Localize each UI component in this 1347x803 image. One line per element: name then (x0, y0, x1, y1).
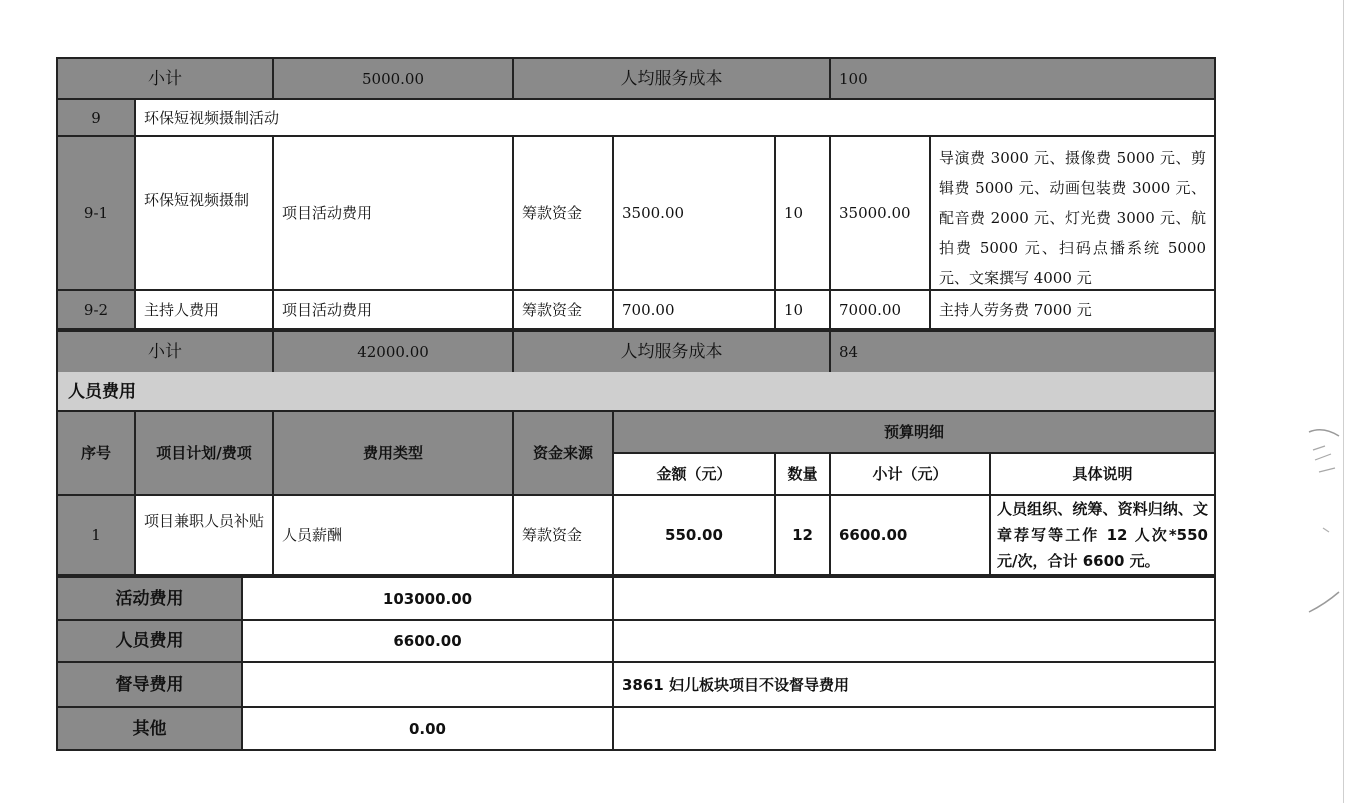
summary-label-other: 其他 (56, 706, 243, 751)
personnel-section-title: 人员费用 (56, 372, 1216, 412)
table-row-subtotal: 7000.00 (829, 289, 931, 330)
section-title: 环保短视频摄制活动 (134, 98, 1216, 137)
table-row-source: 筹款资金 (512, 494, 614, 576)
prev-subtotal-amount: 5000.00 (272, 57, 514, 100)
table-row-desc: 主持人劳务费 7000 元 (929, 289, 1216, 330)
prev-per-capita-label: 人均服务成本 (512, 57, 831, 100)
table-row-subtotal: 35000.00 (829, 135, 931, 291)
summary-label-supervision: 督导费用 (56, 661, 243, 708)
header-amount: 金额（元） (612, 452, 776, 496)
table-row-type: 项目活动费用 (272, 135, 514, 291)
summary-note-activity (612, 576, 1216, 621)
header-qty: 数量 (774, 452, 831, 496)
header-type: 费用类型 (272, 410, 514, 496)
summary-note-other (612, 706, 1216, 751)
summary-value-personnel: 6600.00 (241, 619, 614, 663)
table-row-amount: 550.00 (612, 494, 776, 576)
stamp-mark (1305, 420, 1345, 620)
prev-subtotal-label: 小计 (56, 57, 274, 100)
section-number: 9 (56, 98, 136, 137)
header-no: 序号 (56, 410, 136, 496)
header-desc: 具体说明 (989, 452, 1216, 496)
header-subtotal: 小计（元） (829, 452, 991, 496)
prev-per-capita-value: 100 (829, 57, 1216, 100)
per-capita-value: 84 (829, 330, 1216, 374)
summary-value-supervision (241, 661, 614, 708)
table-row-qty: 10 (774, 289, 831, 330)
table-row-price: 700.00 (612, 289, 776, 330)
summary-note-supervision: 3861 妇儿板块项目不设督导费用 (612, 661, 1216, 708)
table-row-item: 环保短视频摄制 (134, 135, 274, 291)
table-row-qty: 10 (774, 135, 831, 291)
summary-label-activity: 活动费用 (56, 576, 243, 621)
summary-value-other: 0.00 (241, 706, 614, 751)
page-edge (1343, 0, 1344, 803)
subtotal-label: 小计 (56, 330, 274, 374)
summary-value-activity: 103000.00 (241, 576, 614, 621)
table-row-type: 人员薪酬 (272, 494, 514, 576)
table-row-subtotal: 6600.00 (829, 494, 991, 576)
table-row-desc: 导演费 3000 元、摄像费 5000 元、剪辑费 5000 元、动画包装费 3000 元、配音费 2000 元、灯光费 3000 元、航拍费 5000 元、扫码点播系统 5000 元、文案撰写 4000 元 (929, 135, 1216, 291)
table-row-no: 9-1 (56, 135, 136, 291)
table-row-qty: 12 (774, 494, 831, 576)
summary-note-personnel (612, 619, 1216, 663)
header-item: 项目计划/费项 (134, 410, 274, 496)
stamp-remnant-icon (1305, 420, 1345, 620)
table-row-desc: 人员组织、统筹、资料归纳、文章荐写等工作 12 人次*550 元/次，合计 6600 元。 (989, 494, 1216, 576)
table-row-no: 9-2 (56, 289, 136, 330)
per-capita-label: 人均服务成本 (512, 330, 831, 374)
summary-label-personnel: 人员费用 (56, 619, 243, 663)
table-row-no: 1 (56, 494, 136, 576)
table-row-price: 3500.00 (612, 135, 776, 291)
table-row-source: 筹款资金 (512, 135, 614, 291)
header-budget: 预算明细 (612, 410, 1216, 454)
table-row-item: 项目兼职人员补贴 (134, 494, 274, 576)
header-source: 资金来源 (512, 410, 614, 496)
table-row-type: 项目活动费用 (272, 289, 514, 330)
table-row-source: 筹款资金 (512, 289, 614, 330)
subtotal-amount: 42000.00 (272, 330, 514, 374)
table-row-item: 主持人费用 (134, 289, 274, 330)
